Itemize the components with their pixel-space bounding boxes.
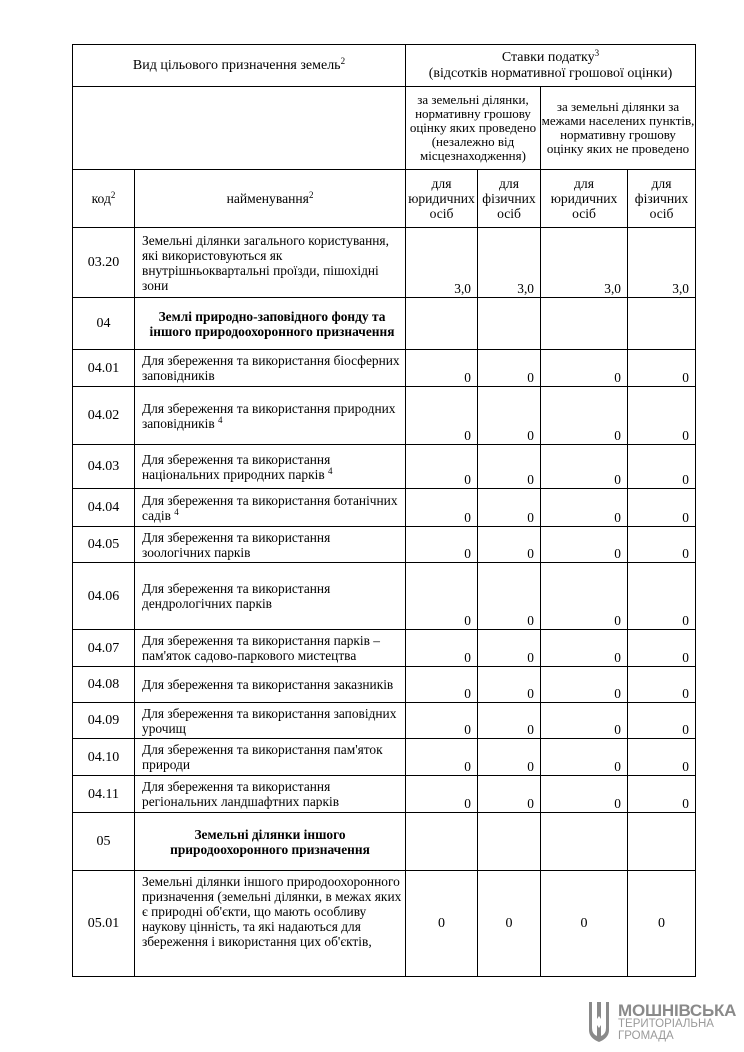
row-code: 04.06 bbox=[73, 563, 135, 630]
rate-legal-outside: 3,0 bbox=[541, 228, 628, 298]
rate-legal-evaluated: 0 bbox=[406, 776, 478, 813]
header-row-2 bbox=[73, 87, 696, 170]
table-row bbox=[73, 630, 696, 667]
rate-individual-evaluated: 0 bbox=[478, 871, 541, 977]
row-name: Для збереження та використання дендрологічних парків bbox=[135, 563, 406, 630]
rate-legal-evaluated: 0 bbox=[406, 630, 478, 667]
rate-individual-outside: 3,0 bbox=[628, 228, 696, 298]
row-code: 05.01 bbox=[73, 871, 135, 977]
rate-individual-evaluated: 0 bbox=[478, 776, 541, 813]
rate-individual-evaluated: 0 bbox=[478, 667, 541, 703]
logo-line-2: ТЕРИТОРІАЛЬНА bbox=[618, 1018, 714, 1030]
rate-individual-outside: 0 bbox=[628, 489, 696, 527]
table-row bbox=[73, 527, 696, 563]
row-name: Для збереження та використання біосферних заповідників bbox=[135, 350, 406, 387]
rate-legal-outside: 0 bbox=[541, 776, 628, 813]
rate-legal-evaluated: 0 bbox=[406, 667, 478, 703]
row-name: Для збереження та використання природних заповідників $^4$ bbox=[135, 387, 406, 445]
land-tax-rates-table bbox=[72, 44, 696, 977]
rate-legal-outside: 0 bbox=[541, 703, 628, 739]
rate-individual-outside: 0 bbox=[628, 776, 696, 813]
row-code: 04.10 bbox=[73, 739, 135, 776]
code-column-header: код$^2$ bbox=[73, 170, 135, 228]
rate-legal-outside: 0 bbox=[541, 489, 628, 527]
row-code: 04 bbox=[73, 298, 135, 350]
rate-legal-outside: 0 bbox=[541, 739, 628, 776]
section-row bbox=[73, 813, 696, 871]
row-name: Для збереження та використання заказників bbox=[135, 667, 406, 703]
rate-individual-evaluated: 0 bbox=[478, 527, 541, 563]
rate-individual-outside: 0 bbox=[628, 527, 696, 563]
rate-legal-evaluated: 3,0 bbox=[406, 228, 478, 298]
rate-legal-outside: 0 bbox=[541, 871, 628, 977]
rate-individual-outside: 0 bbox=[628, 667, 696, 703]
table-row bbox=[73, 228, 696, 298]
rate-individual-evaluated: 0 bbox=[478, 739, 541, 776]
rate-legal-evaluated: 0 bbox=[406, 489, 478, 527]
rate-legal-evaluated: 0 bbox=[406, 739, 478, 776]
rate-individual-outside: 0 bbox=[628, 445, 696, 489]
row-code: 04.09 bbox=[73, 703, 135, 739]
rate-individual-evaluated: 0 bbox=[478, 350, 541, 387]
table-row bbox=[73, 489, 696, 527]
table-row bbox=[73, 350, 696, 387]
row-code: 04.03 bbox=[73, 445, 135, 489]
rate-individual-evaluated: 0 bbox=[478, 445, 541, 489]
table-row bbox=[73, 871, 696, 977]
row-name: Для збереження та використання пам'яток природи bbox=[135, 739, 406, 776]
table-row bbox=[73, 739, 696, 776]
rate-individual-outside: 0 bbox=[628, 703, 696, 739]
row-code: 04.11 bbox=[73, 776, 135, 813]
table-row bbox=[73, 703, 696, 739]
header-row-1 bbox=[73, 45, 696, 87]
row-code: 04.08 bbox=[73, 667, 135, 703]
rate-individual-evaluated: 0 bbox=[478, 563, 541, 630]
row-code: 04.05 bbox=[73, 527, 135, 563]
row-name: Земельні ділянки іншого природоохоронного призначення (земельні ділянки, в межах яких є природні об'єкти, що мають особливу наукову цінність, та які надаються для збереження і використання цих об'єктів, bbox=[135, 871, 406, 977]
legal-entities-header-2: для юридичних осіб bbox=[541, 170, 628, 228]
legal-entities-header-1: для юридичних осіб bbox=[406, 170, 478, 228]
rate-individual-evaluated: 0 bbox=[478, 489, 541, 527]
empty-header-cell bbox=[73, 87, 406, 170]
logo-line-3: ГРОМАДА bbox=[618, 1030, 674, 1042]
row-code: 04.07 bbox=[73, 630, 135, 667]
rate-individual-evaluated: 0 bbox=[478, 703, 541, 739]
table-row bbox=[73, 667, 696, 703]
rate-legal-outside: 0 bbox=[541, 667, 628, 703]
rate-legal-outside: 0 bbox=[541, 350, 628, 387]
header-row-3 bbox=[73, 170, 696, 228]
rate-legal-outside: 0 bbox=[541, 630, 628, 667]
name-column-header: найменування$^2$ bbox=[135, 170, 406, 228]
rate-legal-outside: 0 bbox=[541, 527, 628, 563]
community-logo bbox=[586, 1000, 736, 1044]
tax-rates-header: Ставки податку$^3$ (відсотків нормативної грошової оцінки) bbox=[406, 45, 696, 87]
rate-individual-outside: 0 bbox=[628, 630, 696, 667]
row-name: Для збереження та використання парків – пам'яток садово-паркового мистецтва bbox=[135, 630, 406, 667]
logo-line-1: МОШНІВСЬКА bbox=[618, 1001, 737, 1020]
rate-individual-outside: 0 bbox=[628, 739, 696, 776]
row-name: Для збереження та використання зоологічних парків bbox=[135, 527, 406, 563]
rate-legal-outside: 0 bbox=[541, 563, 628, 630]
rate-legal-evaluated: 0 bbox=[406, 350, 478, 387]
row-name: Для збереження та використання ботанічних садів $^4$ bbox=[135, 489, 406, 527]
land-type-header: Вид цільового призначення земель$^2$ bbox=[73, 45, 406, 87]
section-title: Земельні ділянки іншого природоохоронного призначення bbox=[135, 813, 406, 871]
rate-individual-evaluated: 3,0 bbox=[478, 228, 541, 298]
rate-individual-outside: 0 bbox=[628, 387, 696, 445]
row-code: 03.20 bbox=[73, 228, 135, 298]
row-code: 04.02 bbox=[73, 387, 135, 445]
trident-emblem-icon bbox=[586, 1000, 612, 1044]
table-row bbox=[73, 563, 696, 630]
individuals-header-2: для фізичних осіб bbox=[628, 170, 696, 228]
row-code: 04.04 bbox=[73, 489, 135, 527]
rate-legal-evaluated: 0 bbox=[406, 527, 478, 563]
section-title: Землі природно-заповідного фонду та іншого природоохоронного призначення bbox=[135, 298, 406, 350]
rate-legal-outside: 0 bbox=[541, 445, 628, 489]
rate-individual-outside: 0 bbox=[628, 350, 696, 387]
rate-legal-evaluated: 0 bbox=[406, 387, 478, 445]
table-row bbox=[73, 387, 696, 445]
row-code: 05 bbox=[73, 813, 135, 871]
row-code: 04.01 bbox=[73, 350, 135, 387]
rate-individual-outside: 0 bbox=[628, 871, 696, 977]
group-evaluated-header: за земельні ділянки, нормативну грошову оцінку яких проведено (незалежно від місцезнаходження) bbox=[406, 87, 541, 170]
row-name: Для збереження та використання заповідних урочищ bbox=[135, 703, 406, 739]
rate-individual-evaluated: 0 bbox=[478, 630, 541, 667]
rate-legal-evaluated: 0 bbox=[406, 445, 478, 489]
rate-individual-outside: 0 bbox=[628, 563, 696, 630]
row-name: Для збереження та використання регіональних ландшафтних парків bbox=[135, 776, 406, 813]
section-row bbox=[73, 298, 696, 350]
rate-legal-evaluated: 0 bbox=[406, 703, 478, 739]
row-name: Для збереження та використання національних природних парків $^4$ bbox=[135, 445, 406, 489]
table-row bbox=[73, 445, 696, 489]
row-name: Земельні ділянки загального користування, які використовуються як внутрішньоквартальні проїзди, пішохідні зони bbox=[135, 228, 406, 298]
rate-individual-evaluated: 0 bbox=[478, 387, 541, 445]
group-outside-header: за земельні ділянки за межами населених пунктів, нормативну грошову оцінку яких не проведено bbox=[541, 87, 696, 170]
rate-legal-evaluated: 0 bbox=[406, 871, 478, 977]
rate-legal-outside: 0 bbox=[541, 387, 628, 445]
individuals-header-1: для фізичних осіб bbox=[478, 170, 541, 228]
table-row bbox=[73, 776, 696, 813]
rate-legal-evaluated: 0 bbox=[406, 563, 478, 630]
